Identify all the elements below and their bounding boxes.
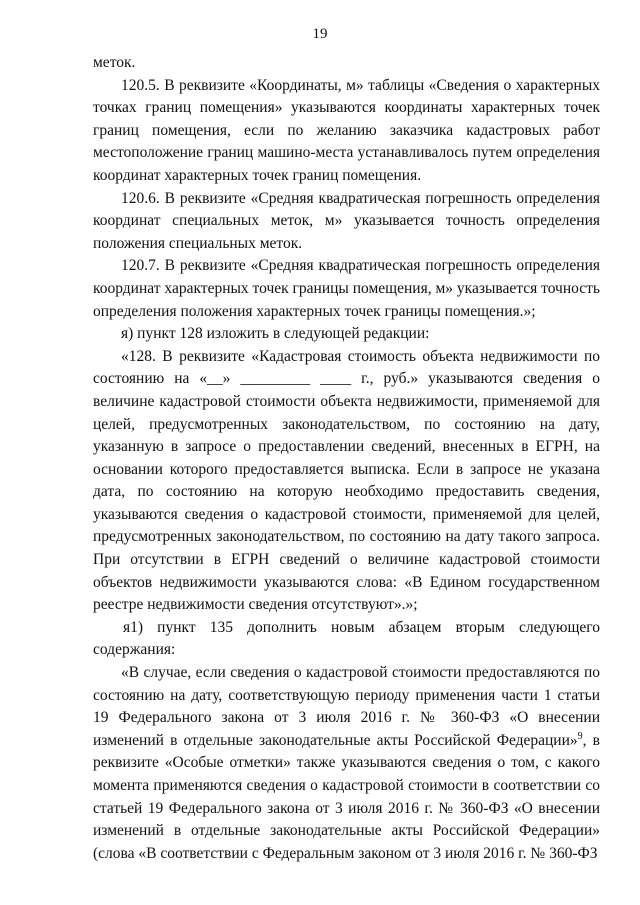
- paragraph-135-addition: [93, 662, 600, 865]
- document-body: [93, 52, 600, 865]
- paragraph-120-6: 120.6. В реквизите «Средняя квадратическая погрешность определения координат специальных меток, м» указывается точность определения положения специальных меток.: [93, 189, 600, 252]
- paragraph-135-text-part1: «В случае, если сведения о кадастровой стоимости предоставляются по состоянию на дату, соответствующую периоду применения части 1 статьи 19 Федерального закона от 3 июля 2016 г. № 360-ФЗ «О внесении изменений в отдельные законодательные акты Российской Федерации»: [93, 664, 600, 749]
- page-number: 19: [312, 26, 328, 42]
- paragraph-128: «128. В реквизите «Кадастровая стоимость объекта недвижимости по состоянию на «__» _________ ____ г., руб.» указываются сведения о величине кадастровой стоимости объекта недвижимости, применяемой для целей, предусмотренных законодательством, по состоянию на дату, указанную в запросе о предоставлении сведений, внесенных в ЕГРН, на основании которого предоставляется выписка. Если в запросе не указана дата, по состоянию на которую необходимо предоставить сведения, указываются сведения о кадастровой стоимости, применяемой для целей, предусмотренных законодательством, по состоянию на дату такого запроса. При отсутствии в ЕГРН сведений о величине кадастровой стоимости объектов недвижимости указываются слова: «В Едином государственном реестре недвижимости сведения отсутствуют».»;: [93, 347, 600, 614]
- paragraph-120-5: 120.5. В реквизите «Координаты, м» таблицы «Сведения о характерных точках границ помещения» указываются координаты характерных точек границ помещения, если по желанию заказчика кадастровых работ местоположение границ машино-места устанавливалось путем определения координат характерных точек границ помещения.: [93, 76, 600, 184]
- footnote-reference: 9: [577, 730, 583, 742]
- paragraph-item-ya1: я1) пункт 135 дополнить новым абзацем вторым следующего содержания:: [93, 618, 600, 659]
- paragraph-135-text-part2: , в реквизите «Особые отметки» также указываются сведения о том, с какого момента применяются сведения о кадастровой стоимости в соответствии со статьей 19 Федерального закона от 3 июля 2016 г. № 360-ФЗ «О внесении изменений в отдельные законодательные акты Российской Федерации» (слова «В соответствии с Федеральным законом от 3 июля 2016 г. № 360-ФЗ: [93, 731, 600, 862]
- paragraph-continuation: меток.: [93, 54, 136, 71]
- paragraph-120-7: 120.7. В реквизите «Средняя квадратическая погрешность определения координат характерных точек границы помещения, м» указывается точность определения положения характерных точек границы помещения.»;: [93, 257, 600, 320]
- paragraph-item-ya: я) пункт 128 изложить в следующей редакции:: [121, 325, 430, 343]
